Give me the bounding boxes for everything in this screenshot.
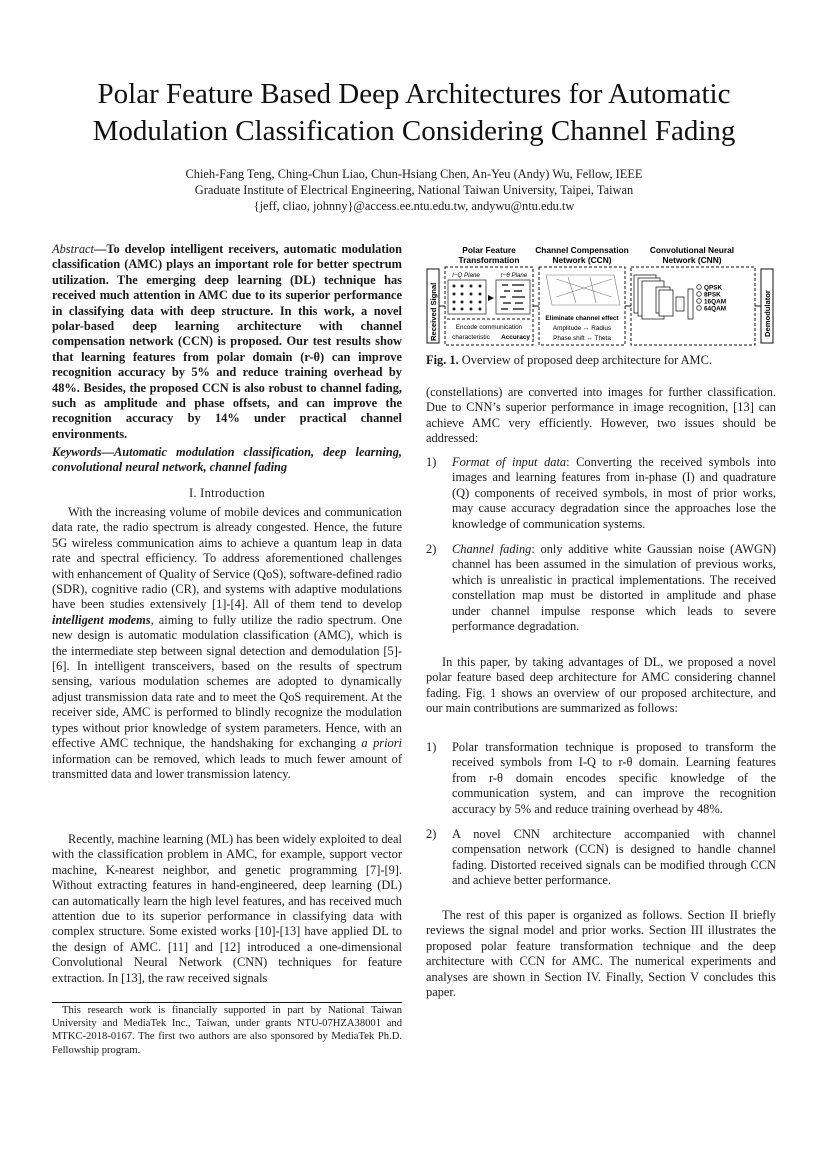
author-emails: {jeff, cliao, johnny}@access.ee.ntu.edu.tw, andywu@ntu.edu.tw — [253, 199, 575, 213]
iq-plane-label: I−Q Plane — [452, 272, 480, 279]
encode-text-b: characteristic — [452, 334, 490, 341]
list-item-text: Polar transformation technique is proposed to transform the received symbols from I-Q to r-θ domain. Learning features from r-θ domain encodes specific knowledge of the communication system, and can improve the recognition accuracy by 5% and reduce training overhead by 48%. — [452, 740, 776, 816]
fig-col1-title-a: Polar Feature — [462, 245, 516, 255]
list-item — [426, 827, 776, 889]
list-item — [426, 542, 776, 634]
cnn-output-nodes — [697, 285, 702, 311]
arrow-transform — [488, 295, 494, 301]
contributions-list — [426, 740, 776, 889]
abstract-label: Abstract — [52, 242, 94, 256]
intro-paragraph-1 — [52, 505, 402, 782]
list-item-text: : Converting the received symbols into images and learning features from in-phase (I) and quadrature (Q) components of received symbols, in most of prior works, may cause accuracy degradation since the approaches lose the knowledge of communication systems. — [452, 455, 776, 531]
class-label-64qam: 64QAM — [704, 305, 727, 313]
author-affiliation: Graduate Institute of Electrical Engineering, National Taiwan University, Taipei, Taiwan — [194, 183, 634, 197]
keywords — [52, 445, 402, 476]
list-item-title: Format of input data — [452, 455, 567, 469]
footnote-rule — [52, 1002, 402, 1003]
author-block — [40, 166, 788, 214]
rt-constellation-points — [500, 285, 525, 309]
right-paragraph-1 — [426, 385, 776, 447]
paper-title — [40, 76, 788, 150]
caption-text: Overview of proposed deep architecture for AMC. — [458, 353, 712, 367]
list-item-title: Channel fading — [452, 542, 532, 557]
list-item-text: A novel CNN architecture accompanied with channel compensation network (CCN) is designed to handle channel fading. Distorted received signals can be modified through CCN and achieve better performance. — [452, 827, 776, 888]
keywords-text: —Automatic modulation classification, deep learning, convolutional neural network, channel fading — [52, 445, 402, 475]
intro-p1-text-a: With the increasing volume of mobile devices and communication data rate, the radio spectrum is already congested. Hence, the future 5G wireless communication aims to achieve a quantum leap in data rate and spectral efficiency. To address aforementioned challenges with enhancement of Quality of Service (QoS), software-defined radio (SDR), cognitive radio (CR), and systems with adaptive modulations have been studies extensively [1]-[4]. All of them tend to develop — [52, 505, 402, 612]
list-item-number: 2) — [426, 827, 437, 842]
received-signal-label: Received Signal — [429, 282, 438, 341]
list-item-number: 2) — [426, 542, 437, 557]
phase-text: Phase shift ↔ Theta — [553, 335, 611, 342]
fig-col3-title-b: Network (CNN) — [662, 255, 722, 265]
list-item — [426, 455, 776, 532]
author-names: Chieh-Fang Teng, Ching-Chun Liao, Chun-Hsiang Chen, An-Yeu (Andy) Wu, Fellow, IEEE — [185, 167, 643, 181]
fig-col1-title-b: Transformation — [458, 255, 520, 265]
cnn-layers — [634, 275, 693, 319]
intro-p2-text: Recently, machine learning (ML) has been widely exploited to deal with the classification problem in AMC, for example, support vector machine, K-nearest neighbor, and genetic programming [7]-[9]. Without extracting features in hand-engineered, deep learning (DL) can automatically learn the high level features, and has received much attention due to its superior performance in classifying data with complex structure. Some existed works [10]-[13] have applied DL to the design of AMC. [11] and [12] introduced a one-dimensional Convolutional Neural Network (CNN) techniques for feature extraction. In [13], the raw received signals — [52, 832, 402, 985]
fig-col2-title-a: Channel Compensation — [535, 245, 629, 255]
abstract — [52, 242, 402, 442]
right-p1-text: (constellations) are converted into images for further classification. Due to CNN’s superior performance in image recognition, [13] can achieve AMC very efficiently. However, two issues should be addressed: — [426, 385, 776, 446]
intro-p1-apriori: a priori — [361, 736, 402, 751]
amplitude-text: Amplitude ↔ Radius — [552, 325, 612, 332]
section-heading-introduction: I. Introduction — [188, 486, 266, 500]
fig-col3-title-a: Convolutional Neural — [649, 245, 735, 255]
title-line-1: Polar Feature Based Deep Architectures for Automatic — [97, 78, 731, 110]
list-item-number: 1) — [426, 740, 437, 754]
architecture-diagram — [426, 245, 776, 347]
title-line-2: Modulation Classification Considering Channel Fading — [92, 115, 736, 147]
iq-constellation-points — [453, 285, 482, 311]
figure-caption — [426, 353, 776, 368]
figure-architecture — [426, 245, 776, 347]
intro-p1-text-e: information can be removed, which leads to much fewer amount of transmitted data and lower transmission latency. — [52, 751, 402, 781]
right-p2-text: In this paper, by taking advantages of DL, we proposed a novel polar feature based deep architecture for AMC considering channel fading. Fig. 1 shows an overview of our proposed architecture, and our main contributions are summarized as follows: — [426, 655, 776, 716]
right-p3-text: The rest of this paper is organized as follows. Section II briefly reviews the signal model and prior works. Section III illustrates the proposed polar feature transformation technique and the deep architecture with CCN for AMC. The numerical experiments and analyses are shown in Section IV. Finally, Section V concludes this paper. — [426, 908, 776, 1000]
abstract-text: —To develop intelligent receivers, automatic modulation classification (AMC) plays an important role for better spectrum utilization. The emerging deep learning (DL) technique has received much attention in AMC due to its superior performance in classifying data with deep structure. In this work, a novel polar-based deep learning architecture with channel compensation network (CCN) is proposed. Our test results show that learning features from polar domain (r-θ) can improve recognition accuracy by 5% and reduce training overhead by 48%. Besides, the proposed CCN is also robust to channel fading, such as amplitude and phase offsets, and can improve the recognition accuracy by 14% under practical channel environments. — [52, 242, 402, 441]
class-label-16qam: 16QAM — [704, 298, 727, 306]
class-label-qpsk: QPSK — [704, 284, 723, 292]
keywords-label: Keywords — [52, 445, 102, 459]
encode-text-a: Encode communication — [455, 324, 523, 331]
class-label-8psk: 8PSK — [704, 291, 721, 299]
intro-p1-text-c: , aiming to fully utilize the radio spectrum. One new design is automatic modulation classification (AMC), which is the intermediate step between signal detection and demodulation [5]-[6]. In intelligent transceivers, based on the results of spectrum sensing, various modulation schemes are adopted to dynamically adjust transmission data rate and to meet the QoS requirement. At the receiver side, AMC is performed to blindly recognize the modulation types without prior knowledge of system parameters. Hence, with an effective AMC technique, the handshaking for exchanging — [52, 612, 402, 751]
eliminate-text: Eliminate channel effect — [545, 315, 619, 322]
caption-label: Fig. 1. — [426, 353, 459, 367]
intro-paragraph-2 — [52, 832, 402, 986]
ccn-network-sketch — [546, 275, 620, 305]
accuracy-text: Accuracy ↑ — [501, 334, 535, 341]
fig-col2-title-b: Network (CCN) — [552, 255, 612, 265]
ccn-box — [539, 267, 625, 345]
demodulator-label: Demodulator — [763, 290, 772, 337]
right-paragraph-3 — [426, 908, 776, 1000]
footnote: This research work is financially supported in part by National Taiwan University and MediaTek Inc., Taiwan, under grants NTU-07HZA38001 and MTKC-2018-0167. The first two authors are also sponsored by MediaTek Ph.D. Fellowship program. — [52, 1005, 402, 1056]
rt-plane-label: r−θ Plane — [500, 272, 528, 279]
list-item-text: : only additive white Gaussian noise (AWGN) channel has been assumed in the simulation of previous works, which is unrealistic in practical implementations. The received constellation map must be distorted in amplitude and phase under channel impulse response which leads to severe performance degradation. — [452, 542, 776, 634]
issues-list — [426, 455, 776, 634]
list-item — [426, 740, 776, 817]
intro-p1-emphasis: intelligent modems — [52, 612, 151, 627]
list-item-number: 1) — [426, 455, 437, 469]
right-paragraph-2 — [426, 655, 776, 717]
